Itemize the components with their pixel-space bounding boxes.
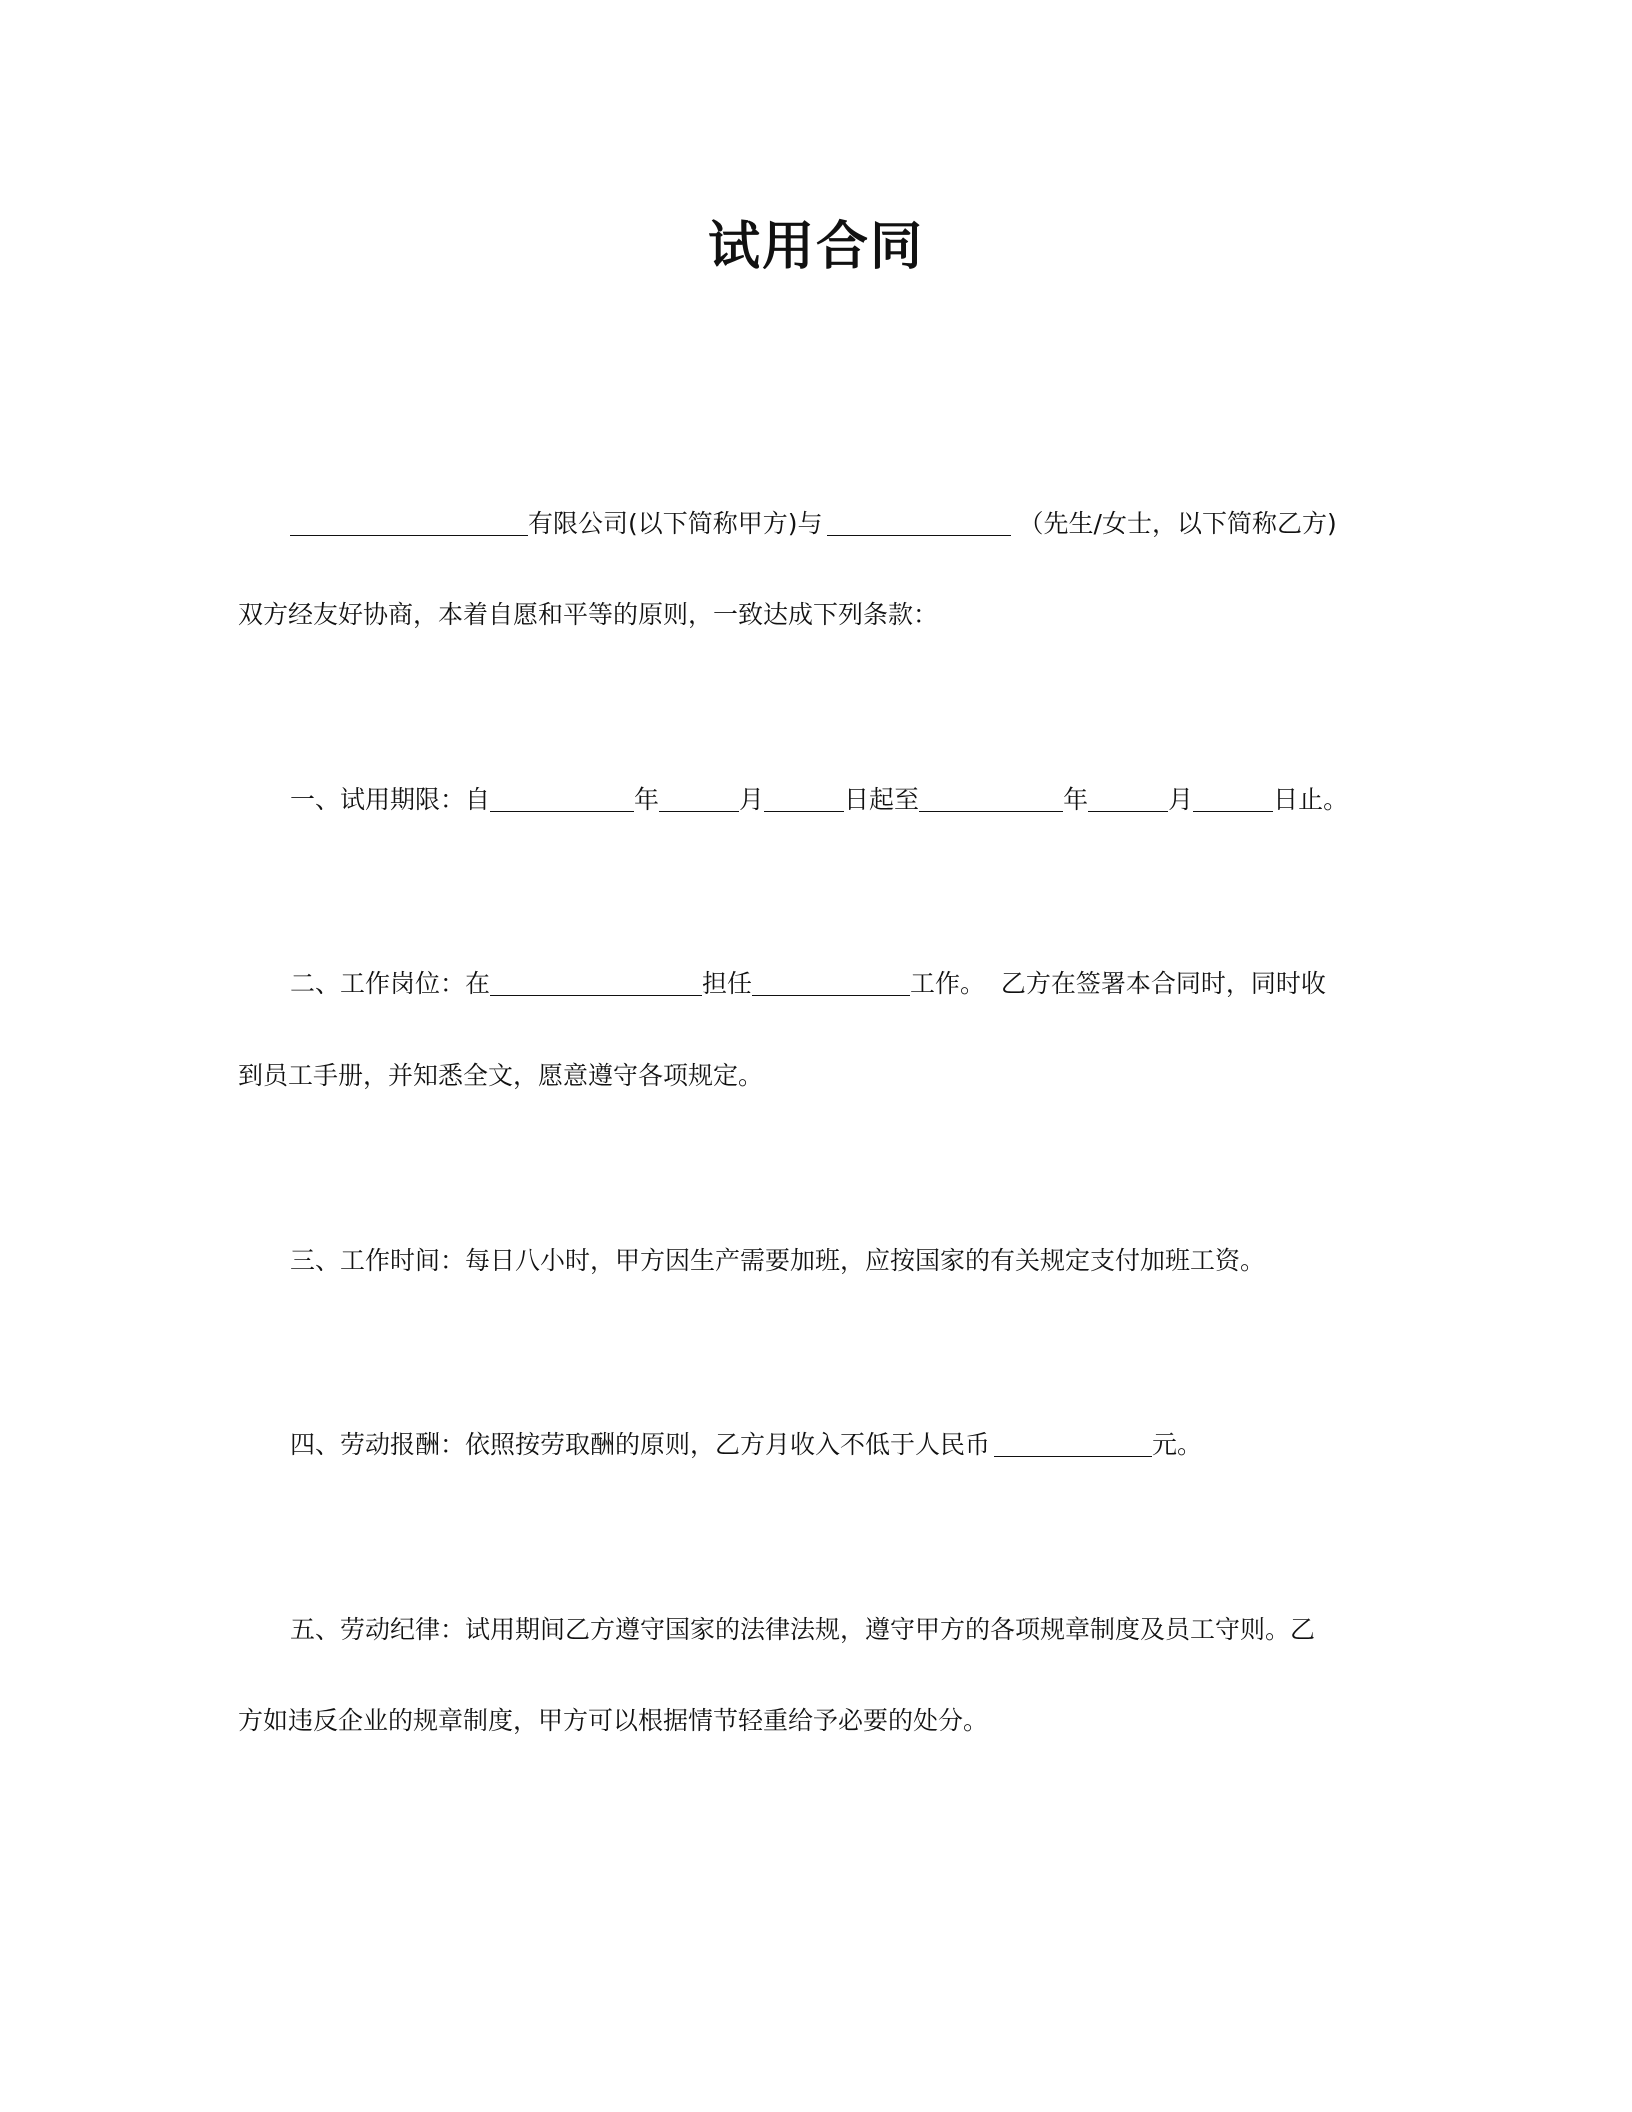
start-month-blank[interactable] <box>659 785 739 812</box>
intro-party-b-suffix: （先生/女士，以下简称乙方) <box>1018 509 1337 538</box>
clause-1-probation-period <box>290 782 1348 818</box>
clause-5-line-2: 方如违反企业的规章制度，甲方可以根据情节轻重给予必要的处分。 <box>238 1706 989 1735</box>
intro-line-2: 双方经友好协商，本着自愿和平等的原则，一致达成下列条款： <box>238 600 939 629</box>
position-blank[interactable] <box>752 969 910 996</box>
end-day-blank[interactable] <box>1193 785 1273 812</box>
clause-2-serve: 担任 <box>702 969 753 998</box>
clause-2-work-text: 工作。 乙方在签署本合同时，同时收 <box>910 969 1326 998</box>
start-year-blank[interactable] <box>490 785 634 812</box>
document-title: 试用合同 <box>707 217 924 277</box>
start-day-blank[interactable] <box>764 785 844 812</box>
clause-1-month-2: 月 <box>1168 785 1194 814</box>
company-name-blank[interactable] <box>290 509 528 536</box>
clause-5-labor-discipline: 五、劳动纪律：试用期间乙方遵守国家的法律法规，遵守甲方的各项规章制度及员工守则。乙 <box>290 1615 1316 1644</box>
intro-line-1 <box>290 506 1337 542</box>
clause-1-day-to: 日起至 <box>844 785 920 814</box>
clause-4-remuneration <box>290 1427 1202 1463</box>
party-b-name-blank[interactable] <box>827 509 1011 536</box>
department-blank[interactable] <box>490 969 702 996</box>
clause-4-unit: 元。 <box>1152 1430 1203 1459</box>
clause-1-day-end: 日止。 <box>1273 785 1349 814</box>
end-year-blank[interactable] <box>919 785 1063 812</box>
intro-company-suffix: 有限公司(以下简称甲方)与 <box>528 509 823 538</box>
end-month-blank[interactable] <box>1088 785 1168 812</box>
clause-1-year-1: 年 <box>634 785 660 814</box>
clause-4-text: 四、劳动报酬：依照按劳取酬的原则，乙方月收入不低于人民币 <box>290 1430 991 1459</box>
clause-2-line-2: 到员工手册，并知悉全文，愿意遵守各项规定。 <box>238 1061 764 1090</box>
clause-1-label: 一、试用期限：自 <box>290 785 491 814</box>
salary-amount-blank[interactable] <box>994 1430 1152 1457</box>
clause-2-job-position <box>290 966 1326 1002</box>
clause-1-year-2: 年 <box>1063 785 1089 814</box>
clause-1-month-1: 月 <box>739 785 765 814</box>
clause-2-label: 二、工作岗位：在 <box>290 969 491 998</box>
clause-3-working-hours: 三、工作时间：每日八小时，甲方因生产需要加班，应按国家的有关规定支付加班工资。 <box>290 1246 1266 1275</box>
